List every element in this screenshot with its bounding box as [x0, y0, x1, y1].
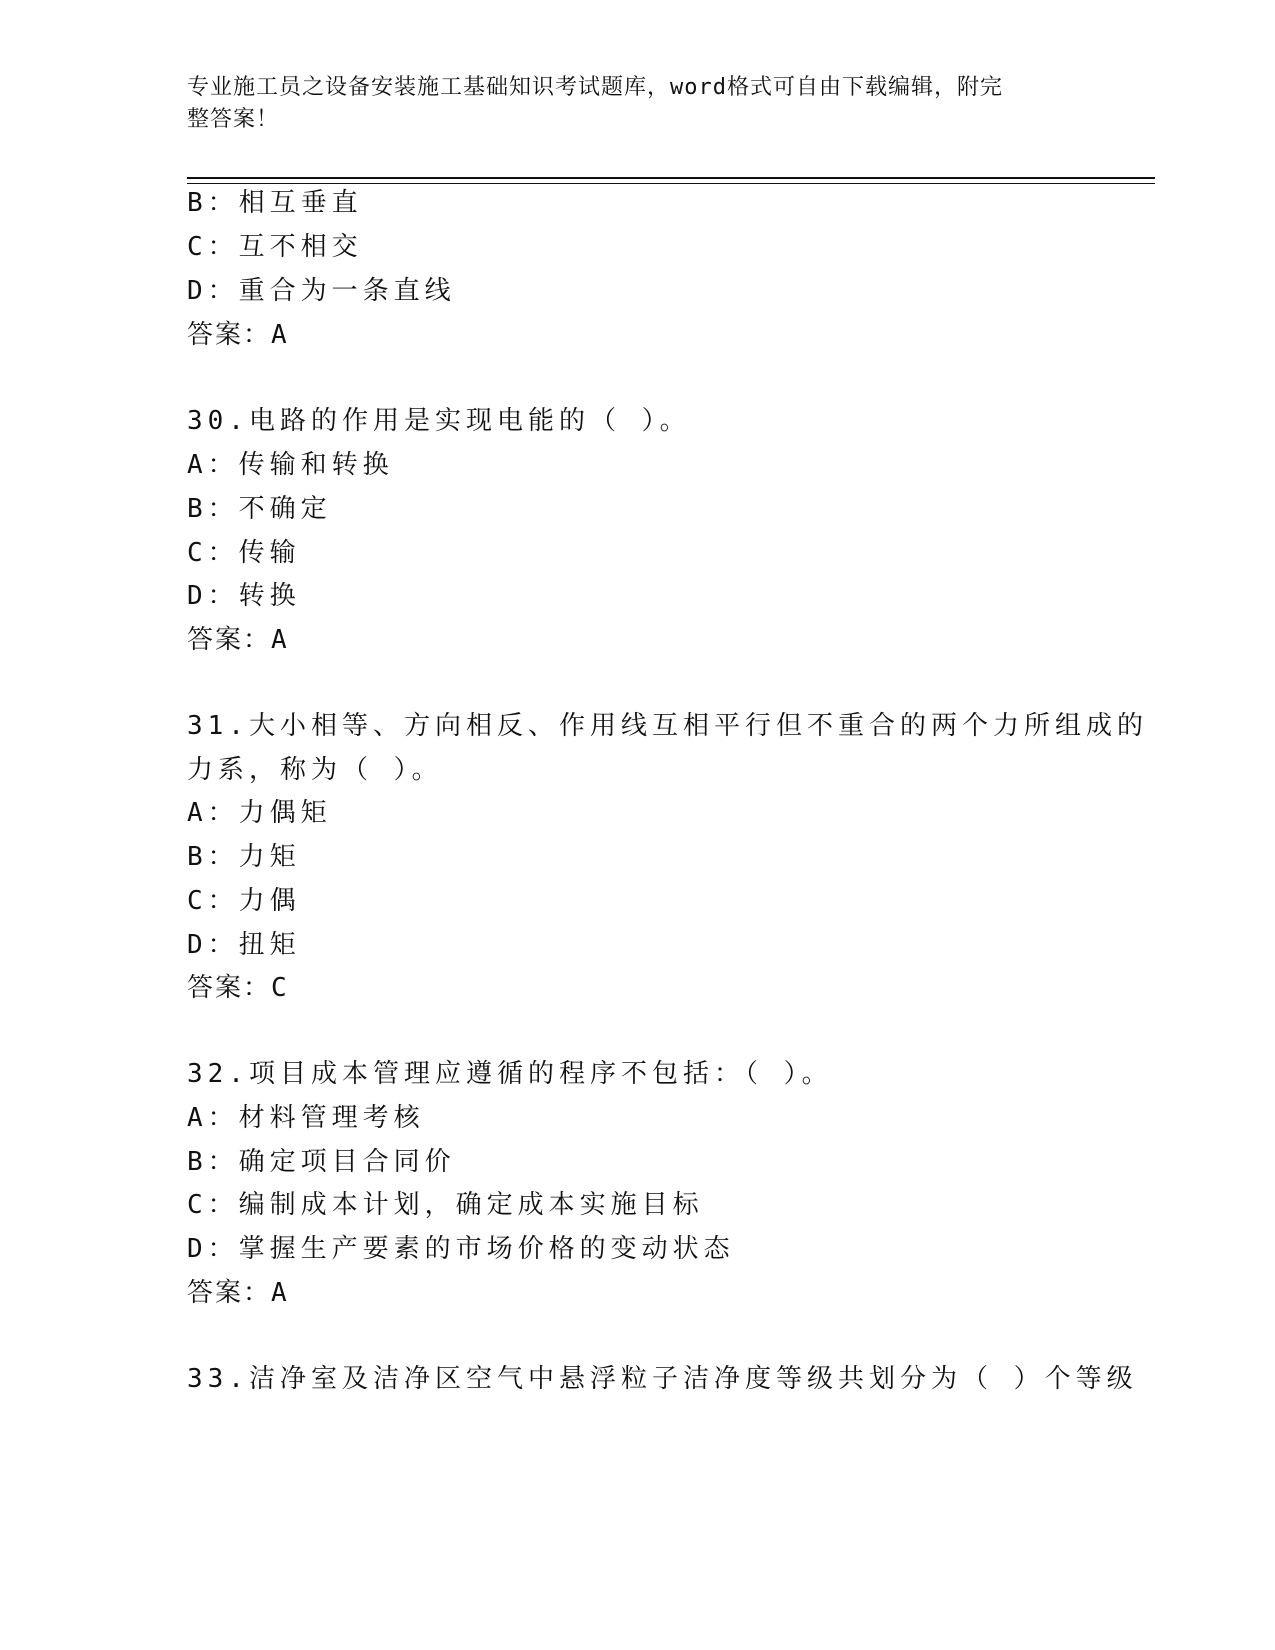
header-divider-thick — [187, 177, 1155, 179]
option-text: 扭矩 — [238, 930, 301, 960]
option-letter: D： — [187, 930, 239, 960]
option-letter: B： — [187, 842, 239, 872]
q31-option-b — [187, 841, 301, 873]
q31-option-d — [187, 929, 301, 961]
answer-label: 答案： — [187, 625, 272, 655]
option-letter: A： — [187, 1103, 239, 1133]
answer-value: A — [271, 625, 289, 655]
answer-label: 答案： — [187, 320, 272, 350]
option-letter: C： — [187, 886, 239, 916]
option-text: 相互垂直 — [238, 188, 363, 218]
option-letter: C： — [187, 1190, 239, 1220]
option-text: 力矩 — [238, 842, 301, 872]
header-divider-thin — [187, 183, 1155, 184]
option-text: 确定项目合同价 — [238, 1147, 456, 1177]
option-letter: D： — [187, 581, 239, 611]
option-text: 重合为一条直线 — [238, 276, 456, 306]
q31-stem-line-1: 31.大小相等、方向相反、作用线互相平行但不重合的两个力所组成的 — [187, 711, 1148, 741]
q30-answer — [187, 624, 289, 656]
q31-option-a — [187, 797, 332, 829]
option-letter: B： — [187, 1147, 239, 1177]
header-line-2: 整答案！ — [187, 107, 280, 132]
option-letter: A： — [187, 798, 239, 828]
q30-option-d — [187, 580, 301, 612]
q30-option-b — [187, 493, 332, 525]
option-text: 力偶矩 — [238, 798, 332, 828]
option-text: 互不相交 — [238, 232, 363, 262]
document-header — [187, 72, 1067, 136]
option-letter: A： — [187, 450, 239, 480]
q32-answer — [187, 1277, 289, 1309]
option-text: 转换 — [238, 581, 301, 611]
q32-option-d — [187, 1233, 735, 1265]
prev-answer — [187, 319, 289, 351]
q31-stem-line-2: 力系，称为（ ）。 — [187, 755, 443, 785]
header-line-1: 专业施工员之设备安装施工基础知识考试题库，word格式可自由下载编辑，附完 — [187, 75, 1003, 100]
option-letter: B： — [187, 494, 239, 524]
option-letter: D： — [187, 1234, 239, 1264]
option-text: 力偶 — [238, 886, 301, 916]
q32-option-b — [187, 1146, 456, 1178]
option-text: 掌握生产要素的市场价格的变动状态 — [238, 1234, 735, 1264]
q32-option-a — [187, 1102, 425, 1134]
option-text: 不确定 — [238, 494, 332, 524]
answer-label: 答案： — [187, 1278, 272, 1308]
answer-value: C — [271, 973, 289, 1003]
option-letter: C： — [187, 538, 239, 568]
option-text: 传输和转换 — [238, 450, 394, 480]
answer-value: A — [271, 1278, 289, 1308]
q30-option-a — [187, 449, 394, 481]
q30-option-c — [187, 537, 301, 569]
answer-label: 答案： — [187, 973, 272, 1003]
option-text: 传输 — [238, 538, 301, 568]
option-text: 编制成本计划，确定成本实施目标 — [238, 1190, 704, 1220]
prev-option-d — [187, 275, 456, 307]
prev-option-c — [187, 231, 363, 263]
q32-option-c — [187, 1189, 704, 1221]
option-letter: D： — [187, 276, 239, 306]
q31-answer — [187, 972, 289, 1004]
option-letter: C： — [187, 232, 239, 262]
option-letter: B： — [187, 188, 239, 218]
answer-value: A — [271, 320, 289, 350]
q31-option-c — [187, 885, 301, 917]
option-text: 材料管理考核 — [238, 1103, 425, 1133]
q30-stem: 30.电路的作用是实现电能的（ ）。 — [187, 406, 691, 436]
q32-stem: 32.项目成本管理应遵循的程序不包括：（ ）。 — [187, 1059, 833, 1089]
q33-stem: 33.洁净室及洁净区空气中悬浮粒子洁净度等级共划分为（ ）个等级 — [187, 1364, 1138, 1394]
prev-option-b — [187, 187, 363, 219]
